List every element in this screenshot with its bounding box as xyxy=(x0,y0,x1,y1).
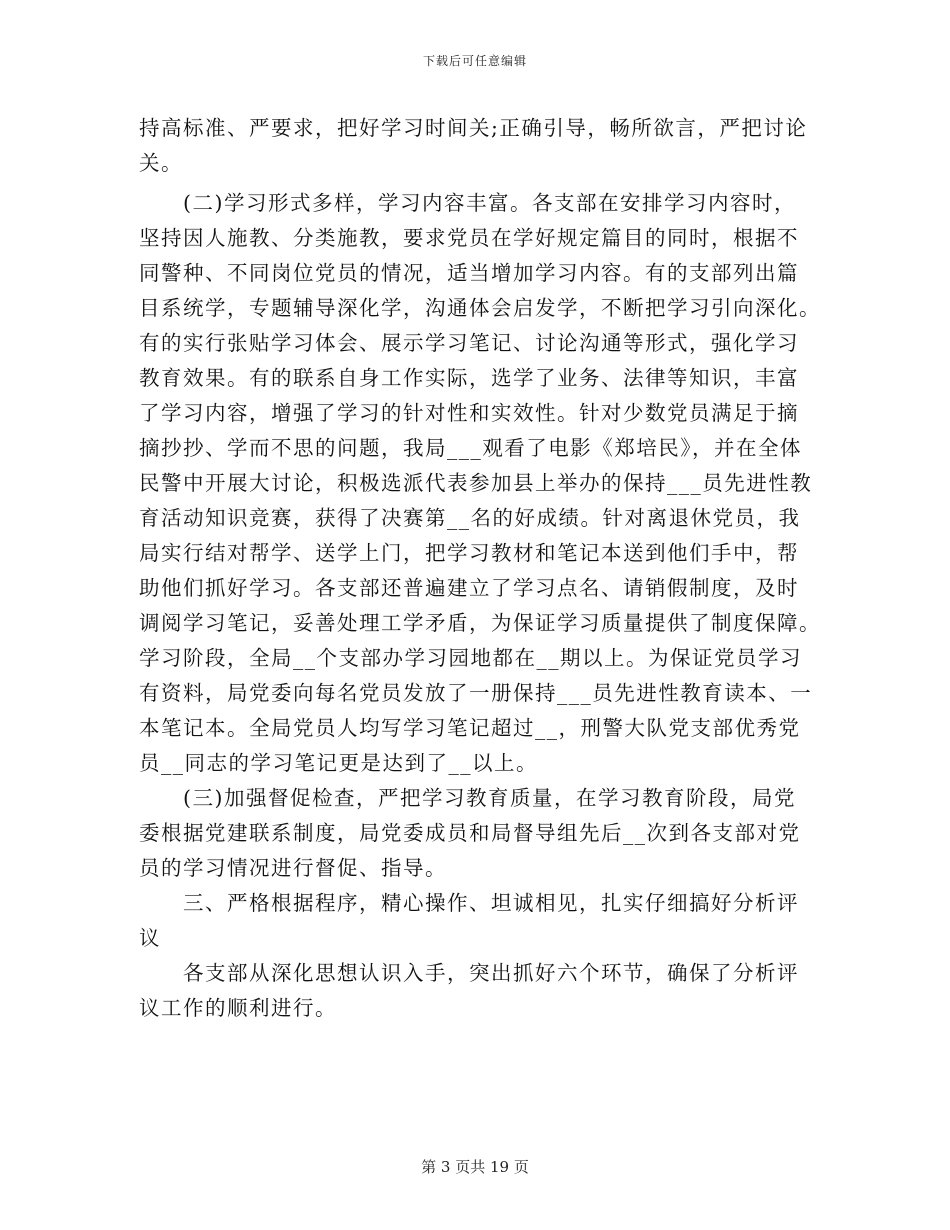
text-line: 调阅学习笔记，妥善处理工学矛盾，为保证学习质量提供了制度保障。 xyxy=(139,611,821,635)
text-line: 摘抄抄、学而不思的问题，我局___观看了电影《郑培民》，并在全体 xyxy=(139,436,802,460)
text-line: 助他们抓好学习。各支部还普遍建立了学习点名、请销假制度，及时 xyxy=(139,576,799,600)
text-line: (三)加强督促检查，严把学习教育质量，在学习教育阶段，局党 xyxy=(139,786,796,810)
text-line: (二)学习形式多样，学习内容丰富。各支部在安排学习内容时， xyxy=(139,191,796,215)
text-line: 坚持因人施教、分类施教，要求党员在学好规定篇目的同时，根据不 xyxy=(139,226,799,250)
text-line: 有资料，局党委向每名党员发放了一册保持___员先进性教育读本、一 xyxy=(139,681,813,705)
text-line: 三、严格根据程序，精心操作、坦诚相见，扎实仔细搞好分析评 xyxy=(139,891,799,915)
text-line: 了学习内容，增强了学习的针对性和实效性。针对少数党员满足于摘 xyxy=(139,401,799,425)
text-line: 教育效果。有的联系自身工作实际，选学了业务、法律等知识，丰富 xyxy=(139,366,799,390)
text-line: 议工作的顺利进行。 xyxy=(139,996,337,1020)
text-line: 本笔记本。全局党员人均写学习笔记超过__，刑警大队党支部优秀党 xyxy=(139,716,801,740)
text-line: 育活动知识竞赛，获得了决赛第__名的好成绩。针对离退休党员，我 xyxy=(139,506,801,530)
text-line: 议 xyxy=(139,926,161,950)
text-line: 学习阶段，全局__个支部办学习园地都在__期以上。为保证党员学习 xyxy=(139,646,802,670)
document-body xyxy=(139,111,821,1026)
text-line: 委根据党建联系制度，局党委成员和局督导组先后__次到各支部对党 xyxy=(139,821,801,845)
text-line: 局实行结对帮学、送学上门，把学习教材和笔记本送到他们手中，帮 xyxy=(139,541,799,565)
text-line: 有的实行张贴学习体会、展示学习笔记、讨论沟通等形式，强化学习 xyxy=(139,331,799,355)
text-line: 员的学习情况进行督促、指导。 xyxy=(139,856,447,880)
text-line: 同警种、不同岗位党员的情况，适当增加学习内容。有的支部列出篇 xyxy=(139,261,799,285)
page-header: 下载后可任意编辑 xyxy=(422,54,527,68)
text-line: 关。 xyxy=(139,151,183,175)
text-line: 持高标准、严要求，把好学习时间关;正确引导，畅所欲言，严把讨论 xyxy=(139,116,808,140)
page-footer: 第 3 页共 19 页 xyxy=(421,1158,529,1176)
text-line: 民警中开展大讨论，积极选派代表参加县上举办的保持___员先进性教 xyxy=(139,471,813,495)
text-line: 各支部从深化思想认识入手，突出抓好六个环节，确保了分析评 xyxy=(139,961,799,985)
text-line: 目系统学，专题辅导深化学，沟通体会启发学，不断把学习引向深化。 xyxy=(139,296,821,320)
text-line: 员__同志的学习笔记更是达到了__以上。 xyxy=(139,751,538,775)
